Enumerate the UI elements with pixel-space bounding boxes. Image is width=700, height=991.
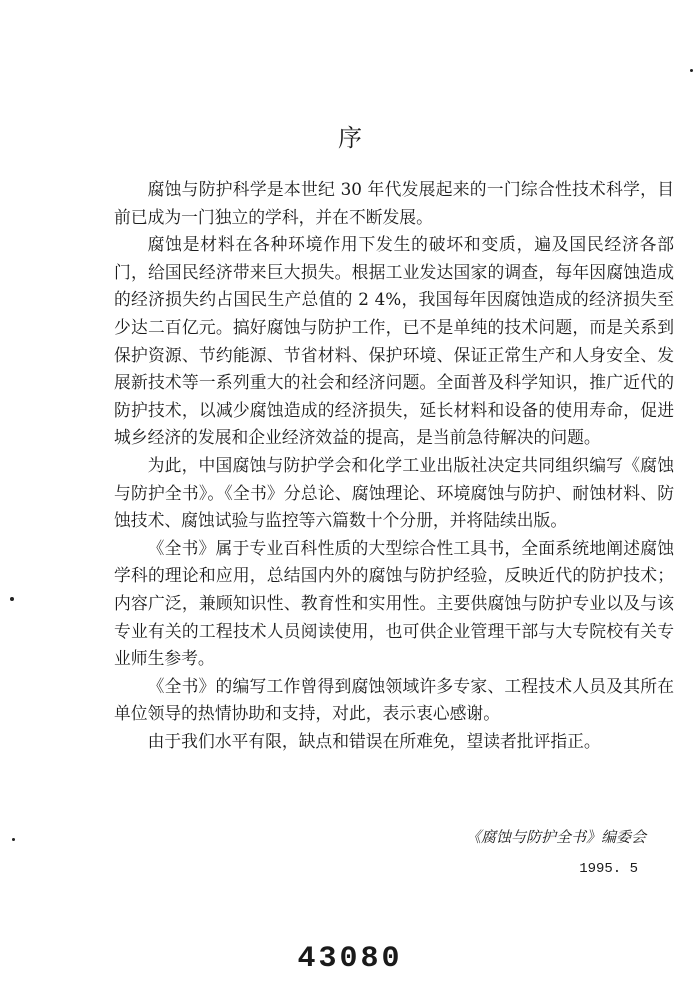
stamp-number: 43080 (297, 942, 403, 976)
paragraph-3: 为此，中国腐蚀与防护学会和化学工业出版社决定共同组织编写《腐蚀与防护全书》。《全书》分总论、腐蚀理论、环境腐蚀与防护、耐蚀材料、防蚀技术、腐蚀试验与监控等六篇数十个分册，并将陆续出版。 (114, 454, 674, 531)
page-title: 序 (338, 124, 362, 152)
date: 1995. 5 (579, 861, 638, 877)
scan-speck (12, 838, 15, 841)
paragraph-4: 《全书》属于专业百科性质的大型综合性工具书，全面系统地阐述腐蚀学科的理论和应用，总结国内外的腐蚀与防护经验，反映近代的防护技术；内容广泛，兼顾知识性、教育性和实用性。主要供腐蚀与防护专业以及与该专业有关的工程技术人员阅读使用，也可供企业管理干部与大专院校有关专业师生参考。 (114, 537, 674, 669)
paragraph-2: 腐蚀是材料在各种环境作用下发生的破坏和变质，遍及国民经济各部门，给国民经济带来巨大损失。根据工业发达国家的调查，每年因腐蚀造成的经济损失约占国民生产总值的 2 4%，我国每年因腐蚀造成的经济损失至少达二百亿元。搞好腐蚀与防护工作，已不是单纯的技术问题，而是关系到保护资源、节约能源、节省材料、保护环境、保证正常生产和人身安全、发展新技术等一系列重大的社会和经济问题。全面普及科学知识，推广近代的防护技术，以减少腐蚀造成的经济损失，延长材料和设备的使用寿命，促进城乡经济的发展和企业经济效益的提高，是当前急待解决的问题。 (114, 234, 674, 448)
scan-speck (690, 69, 693, 72)
paragraph-6: 由于我们水平有限，缺点和错误在所难免，望读者批评指正。 (147, 730, 601, 751)
paragraph-5: 《全书》的编写工作曾得到腐蚀领域许多专家、工程技术人员及其所在单位领导的热情协助和支持，对此，表示衷心感谢。 (114, 675, 674, 724)
preface-body (114, 176, 674, 755)
scan-speck (10, 597, 14, 601)
paragraph-1: 腐蚀与防护科学是本世纪 30 年代发展起来的一门综合性技术科学，目前已成为一门独立的学科，并在不断发展。 (114, 179, 674, 227)
signature: 《腐蚀与防护全书》编委会 (465, 828, 646, 846)
